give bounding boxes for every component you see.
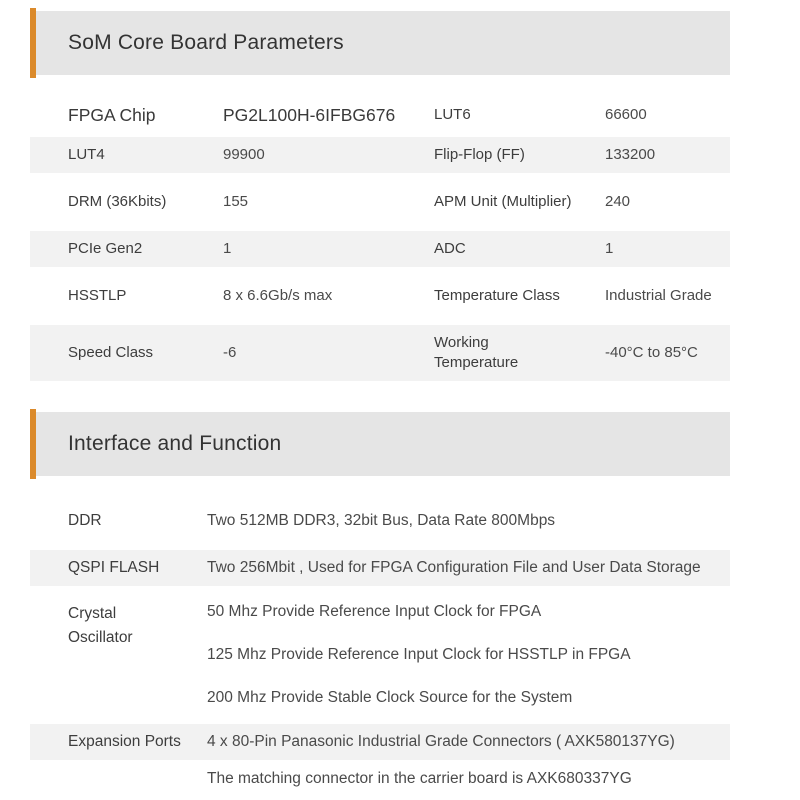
spec-value: The matching connector in the carrier board is AXK680337YG: [207, 770, 632, 787]
spec-value: 155: [223, 193, 249, 210]
spec-label: LUT4: [68, 146, 105, 163]
accent-bar: [30, 409, 36, 479]
spec-value: 50 Mhz Provide Reference Input Clock for FPGA: [207, 603, 542, 620]
table-row: [30, 325, 730, 381]
spec-value: 200 Mhz Provide Stable Clock Source for the System: [207, 689, 573, 706]
table-row: [30, 137, 730, 173]
spec-value: 8 x 6.6Gb/s max: [223, 287, 333, 304]
table-row: [30, 586, 730, 724]
spec-value: 1: [605, 240, 614, 257]
core-params-title: SoM Core Board Parameters: [68, 31, 344, 54]
spec-value: 133200: [605, 146, 656, 163]
table-row: [30, 231, 730, 267]
spec-value: 66600: [605, 106, 647, 123]
spec-value: PG2L100H-6IFBG676: [223, 105, 396, 125]
spec-label: Flip-Flop (FF): [434, 146, 525, 163]
table-row: [30, 492, 730, 550]
spec-value: Two 512MB DDR3, 32bit Bus, Data Rate 800Mbps: [207, 512, 556, 529]
spec-value: -40°C to 85°C: [605, 344, 698, 361]
table-row: [30, 93, 730, 137]
spec-value: 1: [223, 240, 232, 257]
core-params-table: [30, 93, 730, 381]
spec-value: -6: [223, 344, 237, 361]
interface-section: [30, 412, 730, 797]
table-row: [30, 267, 730, 325]
core-params-section: [30, 11, 730, 381]
spec-value: Industrial Grade: [605, 287, 712, 304]
spec-label: Expansion Ports: [68, 733, 181, 750]
core-params-header: [36, 11, 730, 75]
spec-label: FPGA Chip: [68, 105, 156, 125]
spec-label: DRM (36Kbits): [68, 193, 167, 210]
spec-label: Speed Class: [68, 344, 154, 361]
spec-label: PCIe Gen2: [68, 240, 143, 257]
table-row: [30, 760, 730, 797]
table-row: [30, 173, 730, 231]
accent-bar: [30, 8, 36, 78]
section-gap: [30, 381, 730, 412]
interface-table: [30, 492, 730, 797]
spec-label: Working Temperature: [434, 334, 519, 371]
spec-value: 240: [605, 193, 631, 210]
spec-value: Two 256Mbit , Used for FPGA Configuration File and User Data Storage: [207, 559, 701, 576]
spec-value: 99900: [223, 146, 265, 163]
interface-title: Interface and Function: [68, 432, 282, 455]
interface-header: [36, 412, 730, 476]
table-row: [30, 550, 730, 586]
spec-value-group: [207, 602, 726, 708]
spec-value: 125 Mhz Provide Reference Input Clock for HSSTLP in FPGA: [207, 646, 631, 663]
table-row: [30, 724, 730, 760]
spec-label: DDR: [68, 512, 102, 529]
spec-label: ADC: [434, 240, 466, 257]
spec-label: QSPI FLASH: [68, 559, 160, 576]
spec-label: Temperature Class: [434, 287, 560, 304]
spec-value: 4 x 80-Pin Panasonic Industrial Grade Connectors ( AXK580137YG): [207, 733, 675, 750]
spec-label: LUT6: [434, 106, 471, 123]
spec-label: APM Unit (Multiplier): [434, 193, 572, 210]
spec-label: HSSTLP: [68, 287, 127, 304]
spec-label: Crystal Oscillator: [68, 605, 133, 646]
